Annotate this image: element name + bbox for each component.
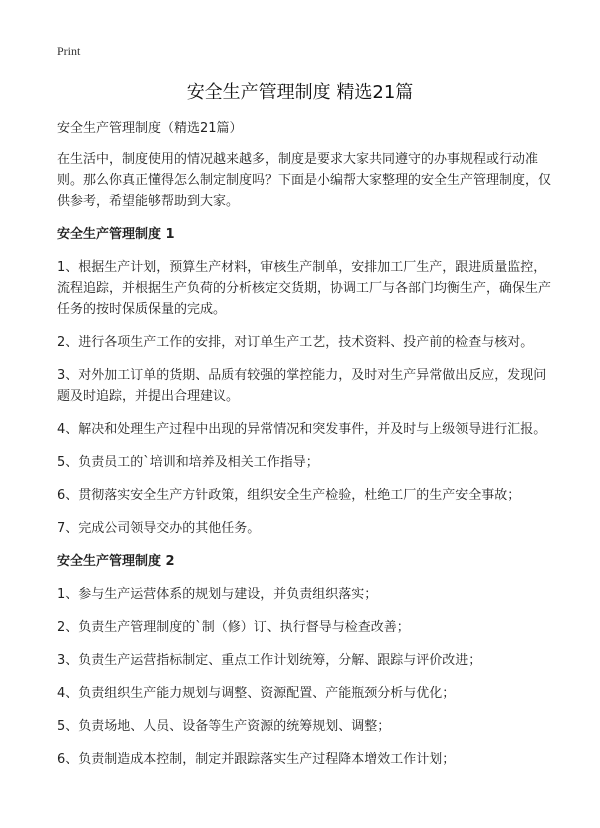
section-1-item-3: 3、对外加工订单的货期、品质有较强的掌控能力，及时对生产异常做出反应，发现问题及时追踪，并提出合理建议。 bbox=[57, 368, 547, 404]
section-2-item-1: 1、参与生产运营体系的规划与建设，并负责组织落实； bbox=[57, 587, 378, 602]
section-2-item-5: 5、负责场地、人员、设备等生产资源的统筹规划、调整； bbox=[57, 719, 391, 734]
print-label: Print bbox=[57, 44, 81, 58]
document-subtitle: 安全生产管理制度（精选21篇） bbox=[57, 121, 243, 136]
section-2-item-4: 4、负责组织生产能力规划与调整、资源配置、产能瓶颈分析与优化； bbox=[57, 686, 456, 701]
section-heading-1: 安全生产管理制度 1 bbox=[57, 227, 175, 242]
section-1-item-7: 7、完成公司领导交办的其他任务。 bbox=[57, 521, 261, 536]
section-1-item-5: 5、负责员工的`培训和培养及相关工作指导； bbox=[57, 455, 319, 470]
section-2-item-2: 2、负责生产管理制度的`制（修）订、执行督导与检查改善； bbox=[57, 620, 410, 635]
section-1-item-1: 1、根据生产计划，预算生产材料，审核生产制单，安排加工厂生产，跟进质量监控，流程追踪，并根据生产负荷的分析核定交货期，协调工厂与各部门均衡生产，确保生产任务的按时保质保量的完成。 bbox=[57, 260, 552, 317]
document-title: 安全生产管理制度 精选21篇 bbox=[186, 82, 414, 103]
section-2-item-3: 3、负责生产运营指标制定、重点工作计划统筹，分解、跟踪与评价改进； bbox=[57, 653, 482, 668]
section-1-item-2: 2、进行各项生产工作的安排，对订单生产工艺，技术资料、投产前的检查与核对。 bbox=[57, 335, 534, 350]
section-2-item-6: 6、负责制造成本控制，制定并跟踪落实生产过程降本增效工作计划； bbox=[57, 752, 456, 767]
section-1-item-4: 4、解决和处理生产过程中出现的异常情况和突发事件，并及时与上级领导进行汇报。 bbox=[57, 422, 547, 437]
intro-paragraph: 在生活中，制度使用的情况越来越多，制度是要求大家共同遵守的办事规程或行动准则。那么你真正懂得怎么制定制度吗？下面是小编帮大家整理的安全生产管理制度，仅供参考，希望能够帮助到大家。 bbox=[57, 152, 552, 209]
section-1-item-6: 6、贯彻落实安全生产方针政策，组织安全生产检验，杜绝工厂的生产安全事故； bbox=[57, 488, 521, 503]
document-body bbox=[57, 118, 557, 782]
section-heading-2: 安全生产管理制度 2 bbox=[57, 554, 175, 569]
